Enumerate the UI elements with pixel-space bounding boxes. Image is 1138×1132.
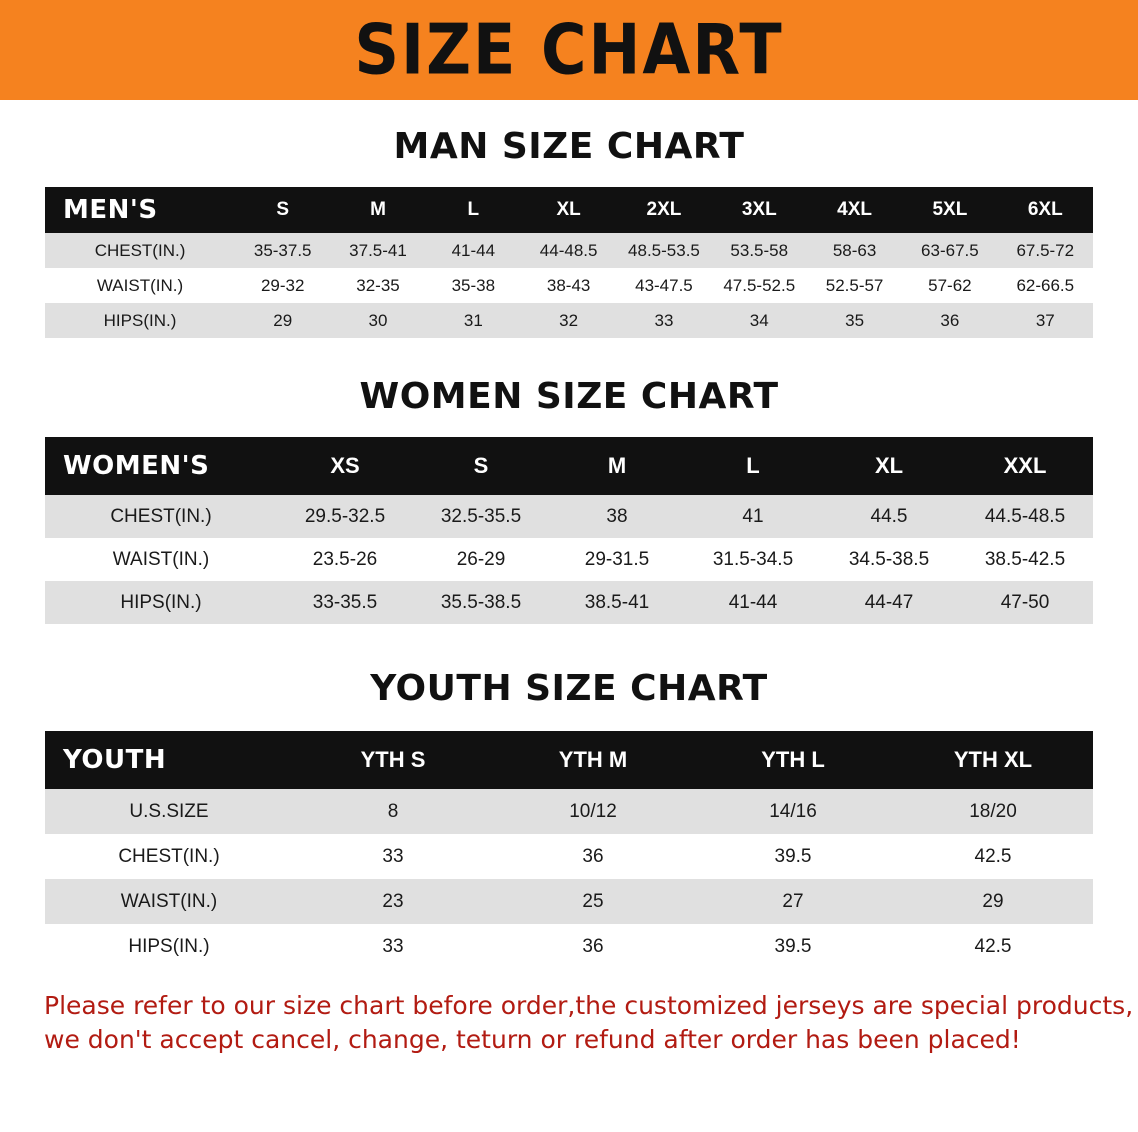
men-column-header: 5XL bbox=[902, 187, 997, 233]
youth-row-label: HIPS(IN.) bbox=[45, 924, 293, 969]
women-column-header: XXL bbox=[957, 437, 1093, 495]
men-cell: 58-63 bbox=[807, 233, 902, 268]
men-cell: 63-67.5 bbox=[902, 233, 997, 268]
men-cell: 57-62 bbox=[902, 268, 997, 303]
youth-cell: 39.5 bbox=[693, 834, 893, 879]
youth-size-table bbox=[45, 731, 1093, 969]
youth-cell: 36 bbox=[493, 924, 693, 969]
youth-corner-label: YOUTH bbox=[45, 731, 293, 789]
women-cell: 44-47 bbox=[821, 581, 957, 624]
women-row-label: CHEST(IN.) bbox=[45, 495, 277, 538]
men-cell: 31 bbox=[426, 303, 521, 338]
women-row-label: HIPS(IN.) bbox=[45, 581, 277, 624]
men-cell: 67.5-72 bbox=[998, 233, 1093, 268]
table-row bbox=[45, 268, 1093, 303]
women-corner-label: WOMEN'S bbox=[45, 437, 277, 495]
men-cell: 36 bbox=[902, 303, 997, 338]
men-cell: 52.5-57 bbox=[807, 268, 902, 303]
women-column-header: M bbox=[549, 437, 685, 495]
youth-cell: 33 bbox=[293, 924, 493, 969]
youth-column-header: YTH S bbox=[293, 731, 493, 789]
women-size-table bbox=[45, 437, 1093, 624]
men-cell: 43-47.5 bbox=[616, 268, 711, 303]
men-row-label: HIPS(IN.) bbox=[45, 303, 235, 338]
women-cell: 41-44 bbox=[685, 581, 821, 624]
men-column-header: 3XL bbox=[712, 187, 807, 233]
women-cell: 44.5-48.5 bbox=[957, 495, 1093, 538]
women-table-body bbox=[45, 437, 1093, 624]
men-cell: 35-38 bbox=[426, 268, 521, 303]
women-cell: 33-35.5 bbox=[277, 581, 413, 624]
men-row-label: CHEST(IN.) bbox=[45, 233, 235, 268]
men-column-header: L bbox=[426, 187, 521, 233]
men-cell: 44-48.5 bbox=[521, 233, 616, 268]
youth-cell: 14/16 bbox=[693, 789, 893, 834]
men-cell: 38-43 bbox=[521, 268, 616, 303]
youth-cell: 18/20 bbox=[893, 789, 1093, 834]
women-cell: 29-31.5 bbox=[549, 538, 685, 581]
women-cell: 38.5-41 bbox=[549, 581, 685, 624]
men-corner-label: MEN'S bbox=[45, 187, 235, 233]
women-header-row bbox=[45, 437, 1093, 495]
youth-column-header: YTH M bbox=[493, 731, 693, 789]
youth-header-row bbox=[45, 731, 1093, 789]
men-cell: 35 bbox=[807, 303, 902, 338]
table-row bbox=[45, 233, 1093, 268]
youth-cell: 8 bbox=[293, 789, 493, 834]
women-cell: 26-29 bbox=[413, 538, 549, 581]
women-cell: 34.5-38.5 bbox=[821, 538, 957, 581]
men-cell: 34 bbox=[712, 303, 807, 338]
women-column-header: S bbox=[413, 437, 549, 495]
men-column-header: M bbox=[330, 187, 425, 233]
men-cell: 53.5-58 bbox=[712, 233, 807, 268]
table-row bbox=[45, 303, 1093, 338]
men-cell: 47.5-52.5 bbox=[712, 268, 807, 303]
men-cell: 35-37.5 bbox=[235, 233, 330, 268]
men-size-table bbox=[45, 187, 1093, 338]
table-row bbox=[45, 924, 1093, 969]
youth-cell: 29 bbox=[893, 879, 1093, 924]
table-row bbox=[45, 834, 1093, 879]
youth-cell: 42.5 bbox=[893, 834, 1093, 879]
man-section-title: MAN SIZE CHART bbox=[393, 126, 745, 167]
youth-row-label: U.S.SIZE bbox=[45, 789, 293, 834]
men-cell: 32-35 bbox=[330, 268, 425, 303]
men-row-label: WAIST(IN.) bbox=[45, 268, 235, 303]
women-column-header: XS bbox=[277, 437, 413, 495]
table-row bbox=[45, 789, 1093, 834]
women-column-header: L bbox=[685, 437, 821, 495]
youth-row-label: WAIST(IN.) bbox=[45, 879, 293, 924]
youth-cell: 39.5 bbox=[693, 924, 893, 969]
men-column-header: 2XL bbox=[616, 187, 711, 233]
table-row bbox=[45, 495, 1093, 538]
women-cell: 31.5-34.5 bbox=[685, 538, 821, 581]
men-column-header: S bbox=[235, 187, 330, 233]
youth-column-header: YTH XL bbox=[893, 731, 1093, 789]
women-cell: 35.5-38.5 bbox=[413, 581, 549, 624]
youth-cell: 33 bbox=[293, 834, 493, 879]
men-column-header: XL bbox=[521, 187, 616, 233]
footer-note-line-2: we don't accept cancel, change, teturn or refund after order has been placed! bbox=[44, 1024, 1021, 1054]
women-cell: 32.5-35.5 bbox=[413, 495, 549, 538]
women-cell: 29.5-32.5 bbox=[277, 495, 413, 538]
table-row bbox=[45, 879, 1093, 924]
youth-table-body bbox=[45, 731, 1093, 969]
women-cell: 47-50 bbox=[957, 581, 1093, 624]
youth-section-title: YOUTH SIZE CHART bbox=[370, 668, 768, 709]
men-cell: 30 bbox=[330, 303, 425, 338]
men-cell: 37.5-41 bbox=[330, 233, 425, 268]
women-cell: 44.5 bbox=[821, 495, 957, 538]
youth-cell: 36 bbox=[493, 834, 693, 879]
youth-cell: 42.5 bbox=[893, 924, 1093, 969]
youth-cell: 27 bbox=[693, 879, 893, 924]
women-column-header: XL bbox=[821, 437, 957, 495]
youth-cell: 10/12 bbox=[493, 789, 693, 834]
women-cell: 38.5-42.5 bbox=[957, 538, 1093, 581]
footer-note bbox=[44, 989, 1134, 1057]
youth-row-label: CHEST(IN.) bbox=[45, 834, 293, 879]
youth-cell: 23 bbox=[293, 879, 493, 924]
women-section-title: WOMEN SIZE CHART bbox=[359, 376, 779, 417]
men-cell: 32 bbox=[521, 303, 616, 338]
men-column-header: 4XL bbox=[807, 187, 902, 233]
men-cell: 33 bbox=[616, 303, 711, 338]
men-column-header: 6XL bbox=[998, 187, 1093, 233]
footer-note-line-1: Please refer to our size chart before order,the customized jerseys are special products, bbox=[44, 991, 1134, 1020]
header-band bbox=[0, 0, 1138, 100]
table-row bbox=[45, 581, 1093, 624]
women-row-label: WAIST(IN.) bbox=[45, 538, 277, 581]
youth-cell: 25 bbox=[493, 879, 693, 924]
men-cell: 29-32 bbox=[235, 268, 330, 303]
men-cell: 48.5-53.5 bbox=[616, 233, 711, 268]
men-header-row bbox=[45, 187, 1093, 233]
women-cell: 41 bbox=[685, 495, 821, 538]
page-title: SIZE CHART bbox=[354, 8, 784, 91]
men-cell: 41-44 bbox=[426, 233, 521, 268]
youth-column-header: YTH L bbox=[693, 731, 893, 789]
men-table-body bbox=[45, 187, 1093, 338]
table-row bbox=[45, 538, 1093, 581]
men-cell: 62-66.5 bbox=[998, 268, 1093, 303]
women-cell: 38 bbox=[549, 495, 685, 538]
men-cell: 29 bbox=[235, 303, 330, 338]
men-cell: 37 bbox=[998, 303, 1093, 338]
women-cell: 23.5-26 bbox=[277, 538, 413, 581]
